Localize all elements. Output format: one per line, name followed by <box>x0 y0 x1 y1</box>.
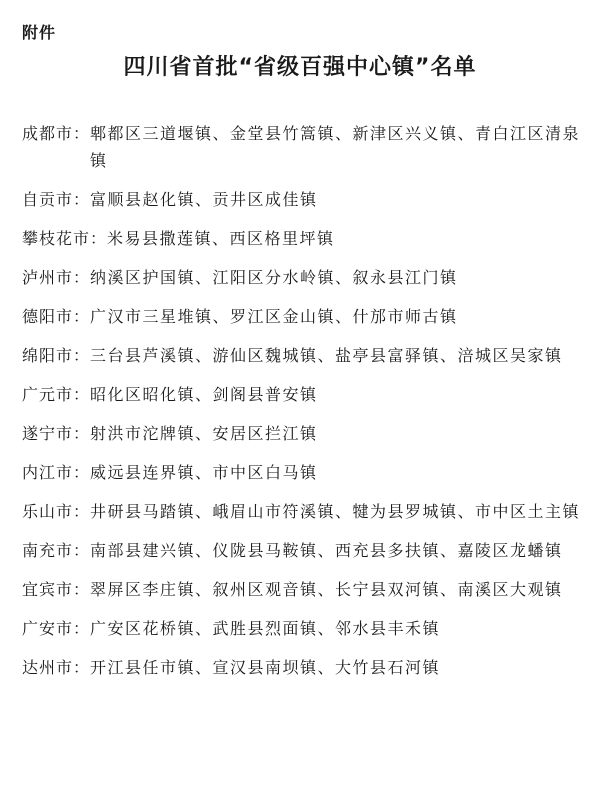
attachment-label: 附件 <box>22 23 57 42</box>
town-names: 郫都区三道堰镇、金堂县竹篙镇、新津区兴义镇、青白江区清泉镇 <box>90 124 581 170</box>
town-names: 井研县马踏镇、峨眉山市符溪镇、犍为县罗城镇、市中区土主镇 <box>90 502 581 521</box>
list-item <box>22 420 582 447</box>
town-names: 射洪市沱牌镇、安居区拦江镇 <box>90 424 318 443</box>
list-item <box>22 264 582 291</box>
city-name: 德阳市： <box>22 307 91 326</box>
town-names: 三台县芦溪镇、游仙区魏城镇、盐亭县富驿镇、涪城区吴家镇 <box>90 346 563 365</box>
city-name: 成都市： <box>22 124 91 143</box>
town-names: 威远县连界镇、市中区白马镇 <box>90 463 318 482</box>
list-item <box>22 225 582 252</box>
list-item <box>22 459 582 486</box>
list-item <box>22 120 582 174</box>
city-name: 乐山市： <box>22 502 91 521</box>
town-names: 南部县建兴镇、仪陇县马鞍镇、西充县多扶镇、嘉陵区龙蟠镇 <box>90 541 563 560</box>
list-item <box>22 342 582 369</box>
city-name: 绵阳市： <box>22 346 91 365</box>
city-name: 广安市： <box>22 619 91 638</box>
list-item <box>22 303 582 330</box>
list-item <box>22 186 582 213</box>
city-name: 广元市： <box>22 385 91 404</box>
town-names: 翠屏区李庄镇、叙州区观音镇、长宁县双河镇、南溪区大观镇 <box>90 580 563 599</box>
city-name: 达州市： <box>22 658 91 677</box>
town-names: 米易县撒莲镇、西区格里坪镇 <box>107 229 335 248</box>
town-names: 富顺县赵化镇、贡井区成佳镇 <box>90 190 318 209</box>
list-item <box>22 654 582 681</box>
document-title: 四川省首批“省级百强中心镇”名单 <box>123 55 477 80</box>
town-names: 昭化区昭化镇、剑阁县普安镇 <box>90 385 318 404</box>
list-item <box>22 576 582 603</box>
town-list <box>22 120 582 693</box>
city-name: 内江市： <box>22 463 91 482</box>
town-names: 开江县任市镇、宣汉县南坝镇、大竹县石河镇 <box>90 658 441 677</box>
list-item <box>22 498 582 525</box>
town-names: 广安区花桥镇、武胜县烈面镇、邻水县丰禾镇 <box>90 619 441 638</box>
town-names: 广汉市三星堆镇、罗江区金山镇、什邡市师古镇 <box>90 307 458 326</box>
city-name: 遂宁市： <box>22 424 91 443</box>
list-item <box>22 381 582 408</box>
town-names: 纳溪区护国镇、江阳区分水岭镇、叙永县江门镇 <box>90 268 458 287</box>
list-item <box>22 615 582 642</box>
list-item <box>22 537 582 564</box>
city-name: 南充市： <box>22 541 91 560</box>
city-name: 自贡市： <box>22 190 91 209</box>
city-name: 攀枝花市： <box>22 229 108 248</box>
city-name: 泸州市： <box>22 268 91 287</box>
city-name: 宜宾市： <box>22 580 91 599</box>
